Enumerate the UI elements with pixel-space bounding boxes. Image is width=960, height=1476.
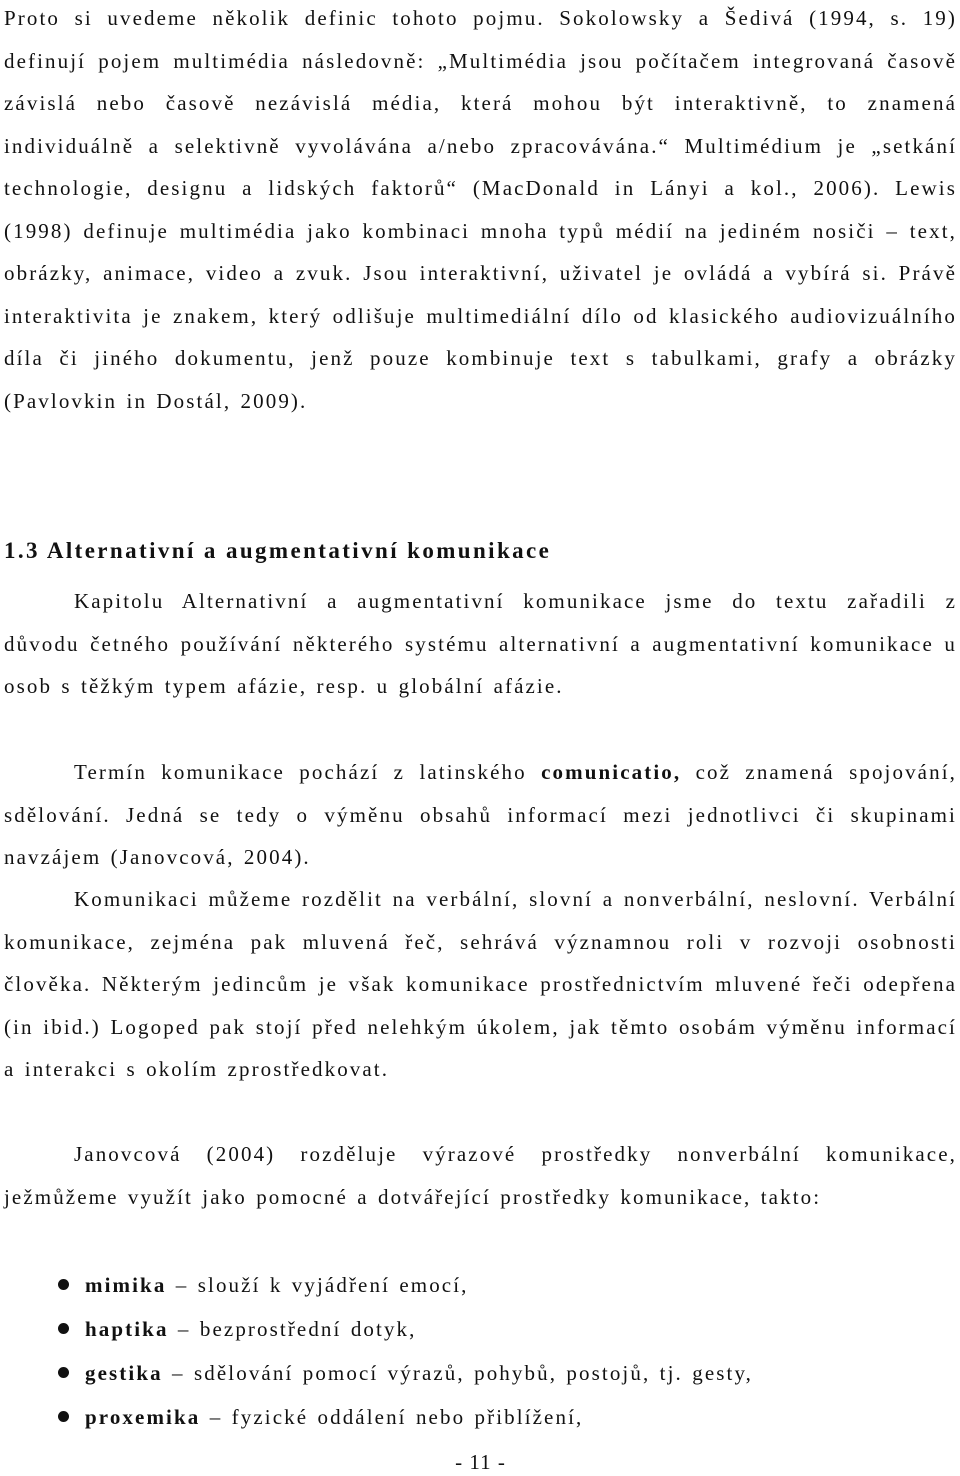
page-number: - 11 -	[455, 1450, 506, 1474]
list-item-term: proxemika	[85, 1405, 201, 1429]
paragraph-multimedia-definitions: Proto si uvedeme několik definic tohoto pojmu. Sokolowsky a Šedivá (1994, s. 19) definují pojem multimédia následovně: „Multimédia jsou počítačem integrovaná časově závislá nebo časově nezávislá média, která mohou být interaktivně, to znamená individuálně a selektivně vyvolávána a/nebo zpracovávána.“ Multimédium je „setkání technologie, designu a lidských faktorů“ (MacDonald in Lányi a kol., 2006). Lewis (1998) definuje multimédia jako kombinaci mnoha typů médií na jediném nosiči – text, obrázky, animace, video a zvuk. Jsou interaktivní, uživatel je ovládá a vybírá si. Právě interaktivita je znakem, který odlišuje multimediální dílo od klasického audiovizuálního díla či jiného dokumentu, jenž pouze kombinuje text s tabulkami, grafy a obrázky (Pavlovkin in Dostál, 2009).	[4, 6, 957, 413]
list-item	[4, 1263, 753, 1307]
list-item-term: haptika	[85, 1317, 169, 1341]
paragraph-aac-intro	[4, 580, 957, 708]
paragraph-verbal-nonverbal	[4, 878, 957, 1091]
list-item-term: mimika	[85, 1273, 167, 1297]
list-item-description: – sdělování pomocí výrazů, pohybů, postojů, tj. gesty,	[162, 1361, 754, 1385]
paragraph-communication-term-before: Termín komunikace pochází z latinského	[74, 760, 542, 784]
list-item	[4, 1307, 753, 1351]
nonverbal-means-list	[4, 1263, 753, 1439]
section-heading	[4, 530, 551, 572]
section-number: 1.3	[4, 538, 40, 563]
latin-term: comunicatio,	[541, 760, 682, 784]
list-item-description: – bezprostřední dotyk,	[168, 1317, 417, 1341]
paragraph-communication-term	[4, 751, 957, 879]
bullet-icon	[58, 1279, 69, 1290]
section-title: Alternativní a augmentativní komunikace	[46, 538, 552, 563]
bullet-icon	[58, 1323, 69, 1334]
list-item	[4, 1351, 753, 1395]
paragraph-aac-intro-text: Kapitolu Alternativní a augmentativní komunikace jsme do textu zařadili z důvodu četného používání některého systému alternativní a augmentativní komunikace u osob s těžkým typem afázie, resp. u globální afázie.	[4, 589, 957, 698]
paragraph-verbal-nonverbal-text: Komunikaci můžeme rozdělit na verbální, slovní a nonverbální, neslovní. Verbální komunikace, zejména pak mluvená řeč, sehrává významnou roli v rozvoji osobnosti člověka. Některým jedincům je však komunikace prostřednictvím mluvené řeči odepřena (in ibid.) Logoped pak stojí před nelehkým úkolem, jak těmto osobám výměnu informací a interakci s okolím zprostředkovat.	[4, 887, 957, 1081]
bullet-icon	[58, 1367, 69, 1378]
list-item-description: – slouží k vyjádření emocí,	[166, 1273, 469, 1297]
list-item-term: gestika	[85, 1361, 163, 1385]
list-item	[4, 1395, 753, 1439]
paragraph-nonverbal-means	[4, 1133, 957, 1218]
paragraph-communication-term-after: což znamená spojování, sdělování. Jedná se tedy o výměnu obsahů informací mezi jednotlivci či skupinami navzájem (Janovcová, 2004).	[4, 760, 957, 869]
paragraph-nonverbal-means-text: Janovcová (2004) rozděluje výrazové prostředky nonverbální komunikace, ježmůžeme využít jako pomocné a dotvářející prostředky komunikace, takto:	[4, 1142, 957, 1209]
bullet-icon	[58, 1411, 69, 1422]
list-item-description: – fyzické oddálení nebo přiblížení,	[200, 1405, 584, 1429]
